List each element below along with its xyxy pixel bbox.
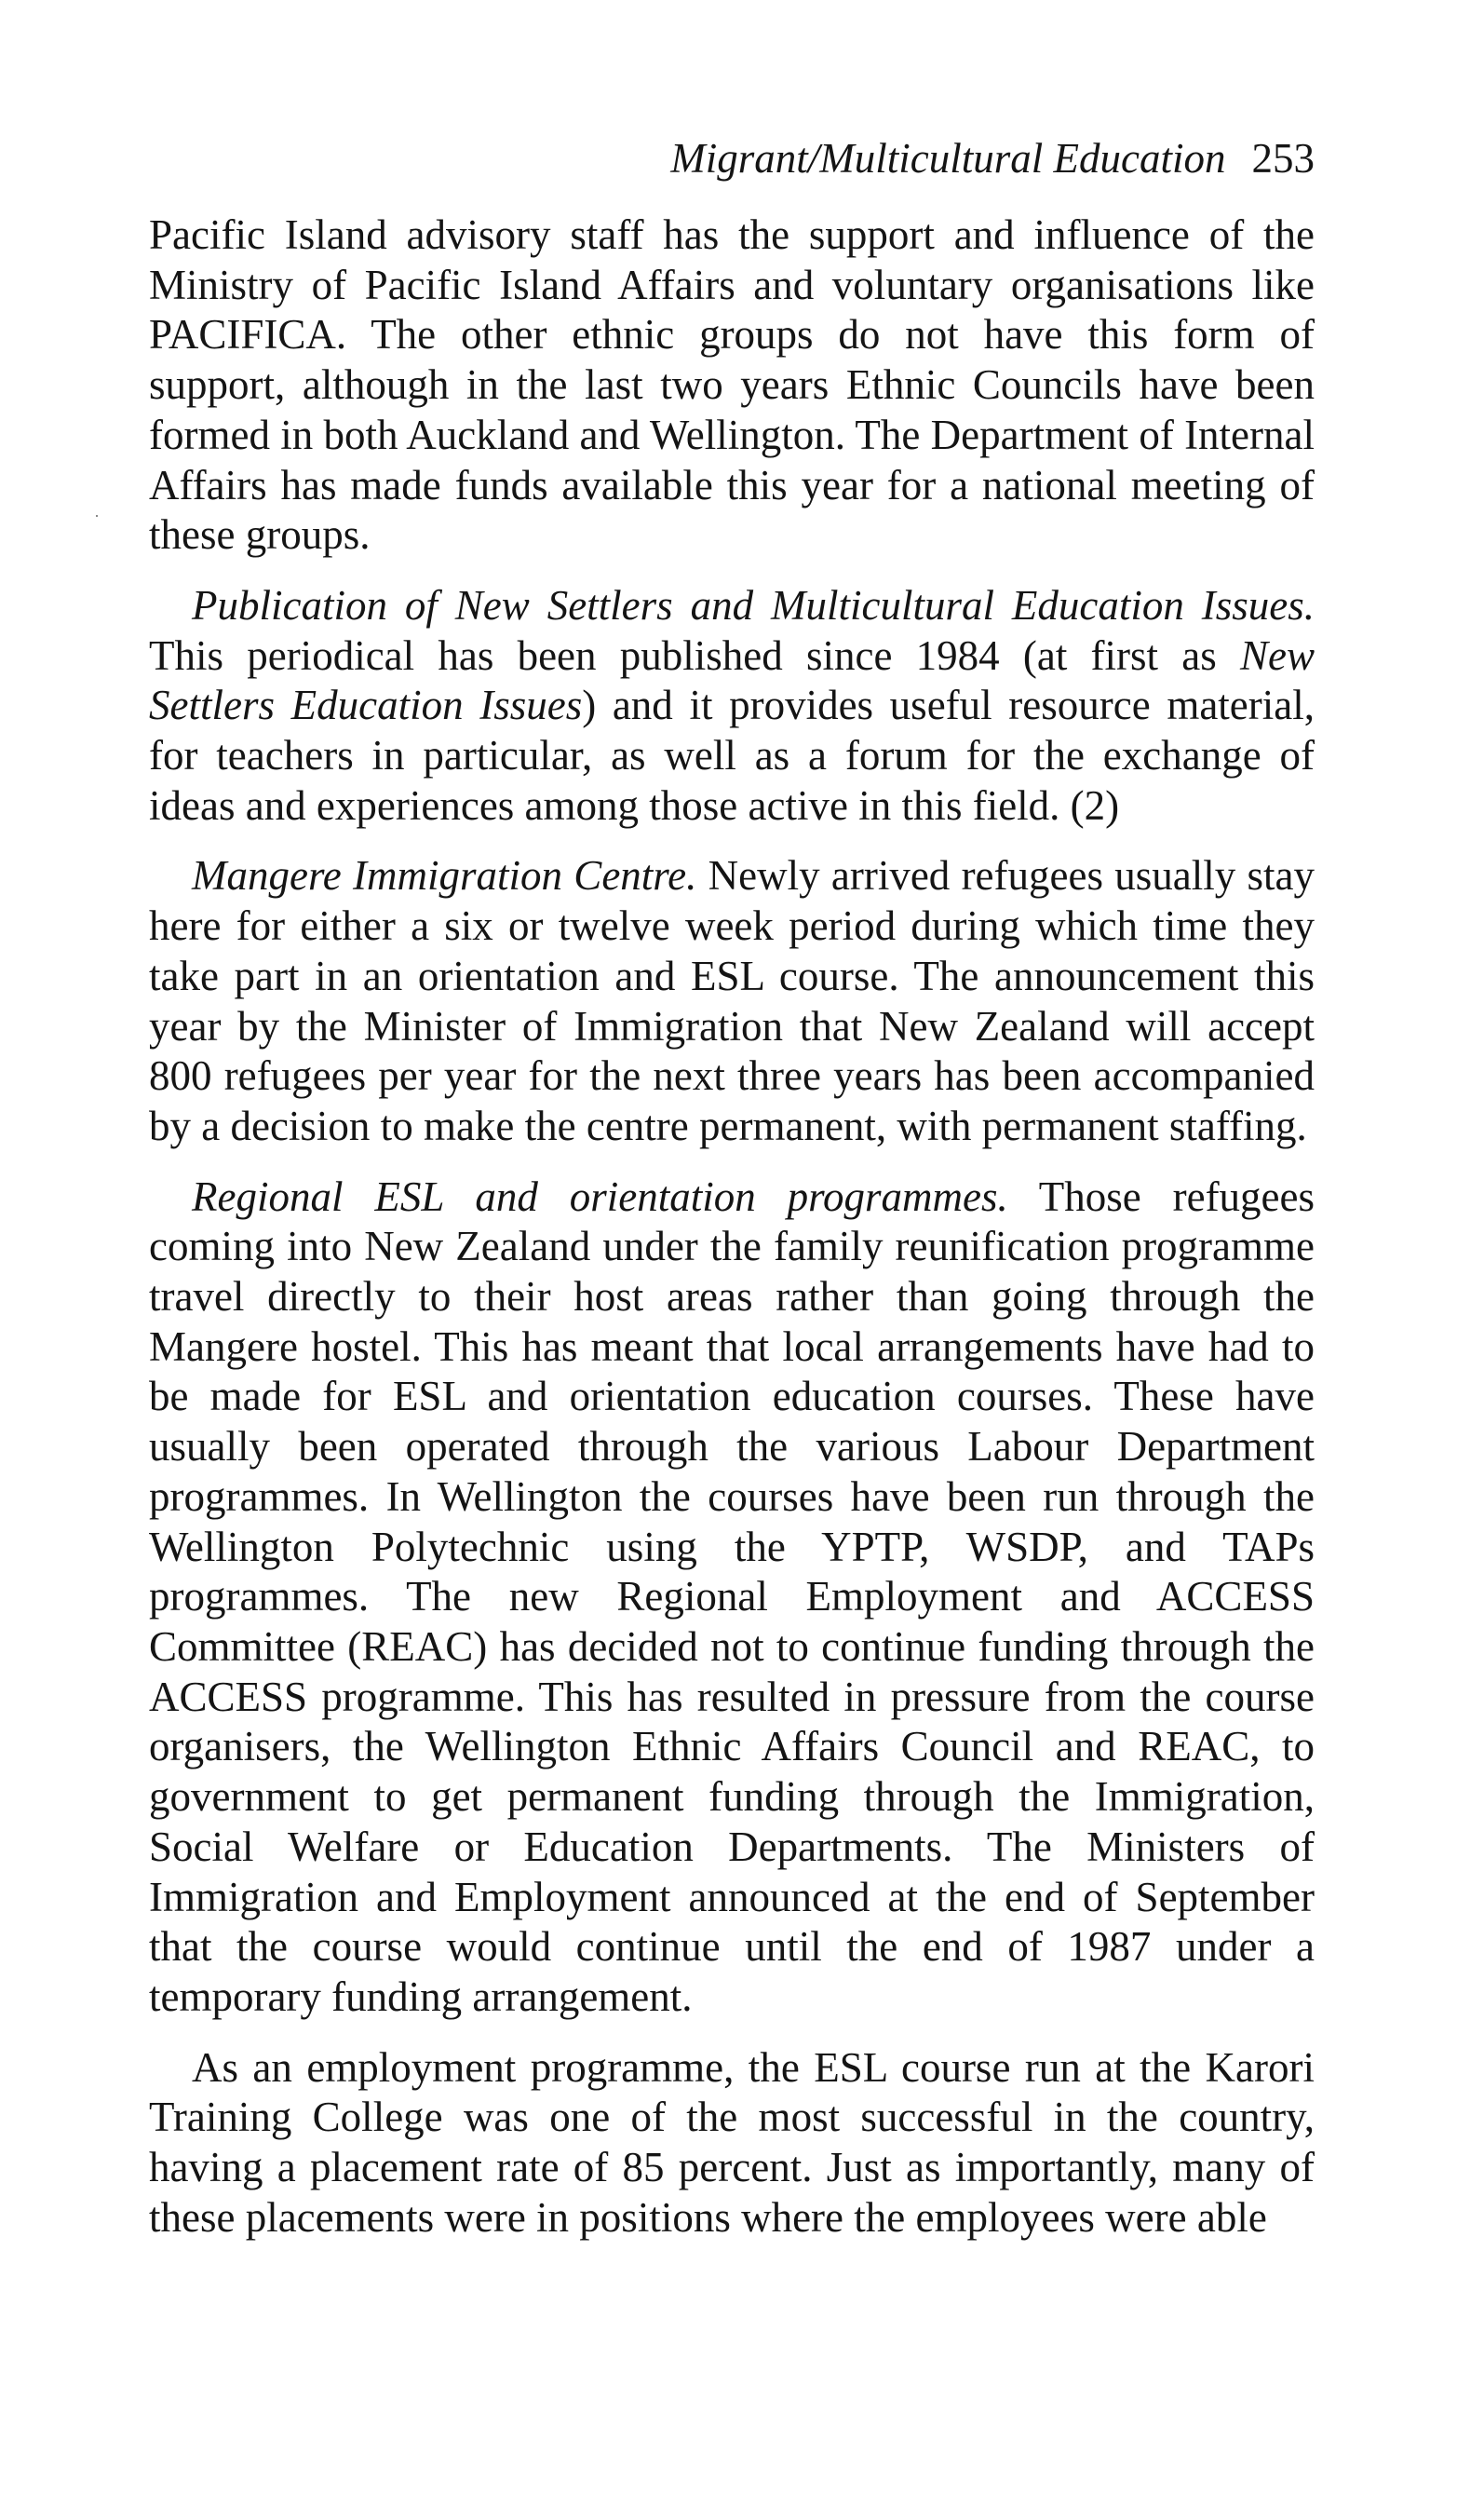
page-number: 253 bbox=[1251, 135, 1315, 182]
paragraph-text: Those refugees coming into New Zealand under the family reunification programme travel directly to their host areas rather than going through the Mangere hostel. This has meant that local arrangements have had to be made for ESL and orientation education courses. These have usually been operated through the various Labour Department programmes. In Wellington the courses have been run through the Wellington Polytechnic using the YPTP, WSDP, and TAPs programmes. The new Regional Employment and ACCESS Committee (REAC) has decided not to continue funding through the ACCESS programme. This has resulted in pressure from the course organisers, the Wellington Ethnic Affairs Council and REAC, to government to get permanent funding through the Immigration, Social Welfare or Education Departments. The Ministers of Immigration and Employment announced at the end of September that the course would continue until the end of 1987 under a temporary funding arrangement. bbox=[149, 1173, 1315, 2020]
paragraph-pacific-island bbox=[149, 210, 1315, 561]
section-heading-mangere: Mangere Immigration Centre. bbox=[192, 852, 697, 900]
paragraph-text: Pacific Island advisory staff has the support and influence of the Ministry of Pacific Island Affairs and voluntary organisations like PACIFICA. The other ethnic groups do not have this form of support, although in the last two years Ethnic Councils have been formed in both Auckland and Wellington. The Department of Internal Affairs has made funds available this year for a national meeting of these groups. bbox=[149, 211, 1315, 559]
running-head bbox=[149, 130, 1315, 186]
paragraph-text: As an employment programme, the ESL course run at the Karori Training College was one of the most successful in the country, having a placement rate of 85 percent. Just as importantly, many of these placements were in positions where the employees were able bbox=[149, 2043, 1315, 2241]
margin-mark bbox=[96, 515, 98, 517]
section-heading-publication: Publication of New Settlers and Multicultural Education Issues. bbox=[192, 581, 1315, 629]
paragraph-employment bbox=[149, 2043, 1315, 2244]
paragraph-text: ) and it provides useful resource material, for teachers in particular, as well as a forum for the exchange of ideas and experiences among those active in this field. (2) bbox=[149, 682, 1315, 829]
periodical-title: New Settlers Education Issues bbox=[149, 631, 1315, 729]
paragraph-text: Newly arrived refugees usually stay here for either a six or twelve week period during which time they take part in an orientation and ESL course. The announcement this year by the Minister of Immigration that New Zealand will accept 800 refugees per year for the next three years has been accompanied by a decision to make the centre permanent, with permanent staffing. bbox=[149, 852, 1315, 1149]
paragraph-regional-esl bbox=[149, 1173, 1315, 2023]
running-head-title: Migrant/Multicultural Education bbox=[670, 135, 1226, 182]
paragraph-mangere bbox=[149, 851, 1315, 1151]
paragraph-publication bbox=[149, 581, 1315, 832]
paragraph-text: This periodical has been published since 1984 (at first as bbox=[149, 631, 1240, 679]
section-heading-regional-esl: Regional ESL and orientation programmes. bbox=[192, 1173, 1008, 1220]
page-body bbox=[149, 130, 1315, 2243]
